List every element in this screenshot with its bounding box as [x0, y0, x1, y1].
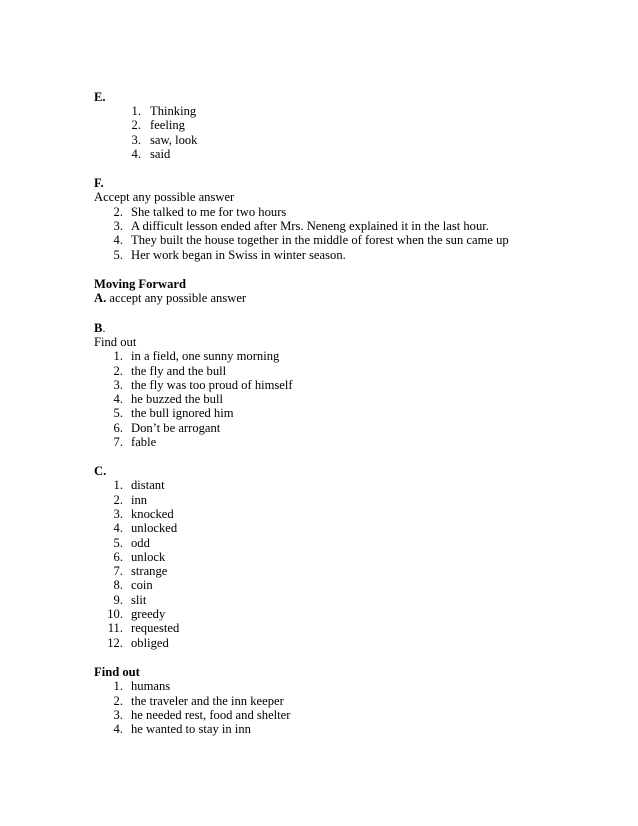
list-item-number: 2. — [113, 492, 123, 507]
list-item: he needed rest, food and shelter — [131, 707, 291, 722]
a-text: accept any possible answer — [106, 291, 247, 306]
list-item-number: 9. — [113, 592, 123, 607]
list-item: the traveler and the inn keeper — [131, 693, 284, 708]
list-item: slit — [131, 592, 147, 607]
find-out-heading: Find out — [94, 665, 140, 679]
list-item: the fly was too proud of himself — [131, 377, 293, 392]
list-item: the fly and the bull — [131, 363, 227, 378]
list-item: They built the house together in the middle of forest when the sun came up — [131, 233, 509, 248]
list-item: inn — [131, 492, 148, 507]
a-label: A. — [94, 291, 107, 306]
list-item: requested — [131, 621, 180, 636]
list-item-number: 4. — [113, 521, 123, 536]
section-b-intro: Find out — [94, 334, 137, 349]
list-item-number: 3. — [113, 377, 123, 392]
list-item-number: 5. — [113, 406, 123, 421]
list-item: unlocked — [131, 521, 178, 536]
list-item: knocked — [131, 506, 174, 521]
list-item: Thinking — [150, 104, 197, 118]
list-item-number: 8. — [113, 578, 123, 593]
list-item-number: 3. — [131, 132, 141, 147]
list-item-number: 3. — [113, 218, 123, 233]
list-item: in a field, one sunny morning — [131, 349, 280, 364]
list-item-number: 5. — [113, 535, 123, 550]
list-item: odd — [131, 535, 150, 550]
list-item-number: 7. — [113, 435, 123, 449]
list-item-number: 11. — [107, 621, 123, 636]
list-item-number: 1. — [113, 478, 123, 493]
section-b-suffix: . — [102, 320, 106, 335]
section-f-intro: Accept any possible answer — [94, 190, 235, 205]
list-item-number: 7. — [113, 564, 123, 579]
list-item-number: 5. — [113, 247, 123, 262]
list-item-number: 2. — [113, 204, 123, 219]
list-item: said — [150, 146, 171, 161]
list-item-number: 4. — [131, 146, 141, 161]
list-item: he wanted to stay in inn — [131, 722, 251, 737]
list-item-number: 6. — [113, 549, 123, 564]
list-item-number: 4. — [113, 233, 123, 248]
list-item: greedy — [131, 607, 166, 621]
list-item-number: 3. — [113, 506, 123, 521]
list-item-number: 6. — [113, 420, 123, 435]
list-item: She talked to me for two hours — [131, 204, 287, 219]
list-item: Don’t be arrogant — [131, 420, 221, 435]
list-item: saw, look — [150, 132, 198, 147]
list-item: coin — [131, 578, 153, 593]
list-item: unlock — [131, 549, 166, 564]
list-item-number: 10. — [107, 607, 123, 621]
list-item: he buzzed the bull — [131, 392, 223, 407]
list-item: strange — [131, 564, 168, 579]
section-b-heading — [94, 321, 106, 335]
list-item: Her work began in Swiss in winter season. — [131, 247, 346, 262]
moving-forward-heading: Moving Forward — [94, 277, 186, 291]
list-item-number: 3. — [113, 707, 123, 722]
moving-forward-a — [94, 291, 246, 305]
list-item-number: 1. — [113, 349, 123, 364]
list-item-number: 2. — [113, 363, 123, 378]
list-item-number: 4. — [113, 722, 123, 737]
list-item-number: 12. — [107, 635, 123, 650]
list-item-number: 2. — [131, 118, 141, 133]
list-item-number: 1. — [113, 679, 123, 694]
section-f-heading: F. — [94, 176, 104, 190]
list-item-number: 2. — [113, 693, 123, 708]
list-item: fable — [131, 435, 157, 449]
list-item: obliged — [131, 635, 169, 650]
list-item-number: 4. — [113, 392, 123, 407]
list-item: distant — [131, 478, 165, 493]
list-item-number: 1. — [131, 104, 141, 118]
section-c-heading: C. — [94, 464, 107, 478]
list-item: the bull ignored him — [131, 406, 234, 421]
list-item: feeling — [150, 118, 185, 133]
list-item: A difficult lesson ended after Mrs. Neneng explained it in the last hour. — [131, 218, 489, 233]
list-item: humans — [131, 679, 171, 694]
section-e-heading: E. — [94, 90, 106, 104]
section-b-letter: B — [94, 320, 103, 335]
